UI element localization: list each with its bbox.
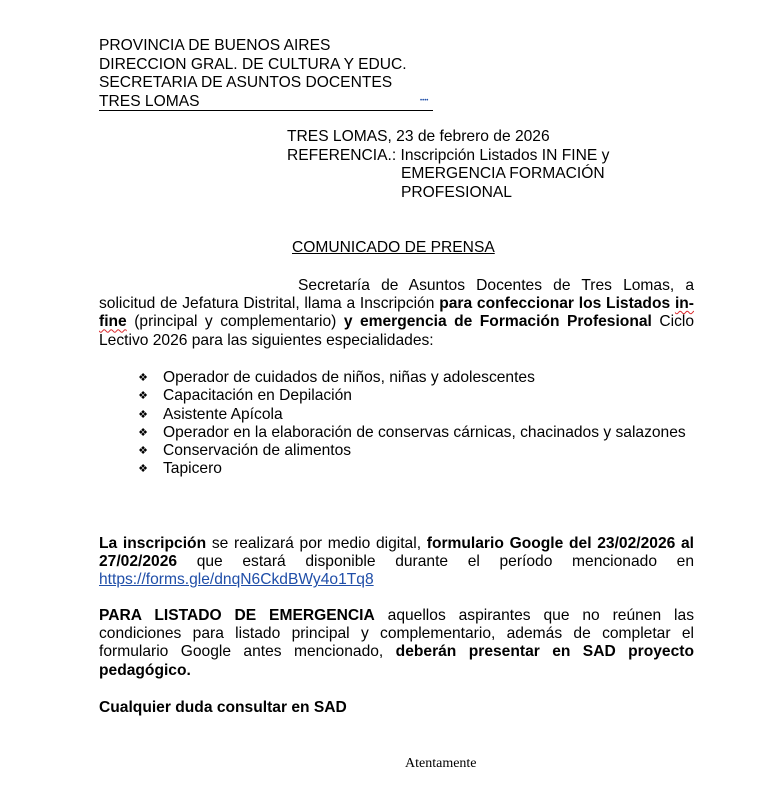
diamond-bullet-icon: ❖ xyxy=(138,372,148,384)
google-form-link[interactable]: https://forms.gle/dnqN6CkdBWy4o1Tq8 xyxy=(99,571,374,589)
registration-paragraph xyxy=(99,535,694,590)
contact-line xyxy=(99,699,347,717)
registration-text-1: se realizará por medio digital, xyxy=(206,535,427,552)
list-item xyxy=(136,442,696,460)
reference-line-1: REFERENCIA.: Inscripción Listados IN FINE y xyxy=(287,146,610,164)
date-line: TRES LOMAS, 23 de febrero de 2026 xyxy=(287,128,550,145)
intro-bold-in-fine: in-fine xyxy=(99,295,694,331)
specialty-text: Operador en la elaboración de conservas cárnicas, chacinados y salazones xyxy=(163,423,686,441)
date-reference-block xyxy=(287,128,609,202)
emergency-paragraph xyxy=(99,607,694,680)
intro-text-2: (principal y complementario) xyxy=(126,313,344,331)
header-line-secretariat: SECRETARIA DE ASUNTOS DOCENTES xyxy=(99,74,393,91)
diamond-bullet-icon: ❖ xyxy=(138,390,148,403)
emergency-bold-2: deberán presentar en SAD proyecto pedagógico. xyxy=(99,643,694,679)
specialty-text: Conservación de alimentos xyxy=(163,442,352,460)
intro-bold-1: para confeccionar los Listados xyxy=(439,295,675,313)
diamond-bullet-icon: ❖ xyxy=(138,408,148,421)
list-item xyxy=(136,424,696,442)
specialty-text: Tapicero xyxy=(163,460,222,478)
diamond-bullet-icon: ❖ xyxy=(138,426,148,439)
registration-bold-2: formulario Google del 23/02/2026 al 27/02/2026 xyxy=(99,535,695,571)
press-release-title: COMUNICADO DE PRENSA xyxy=(292,239,495,256)
specialty-text: Capacitación en Depilación xyxy=(163,387,352,405)
closing-signoff: Atentamente xyxy=(405,756,477,771)
intro-bold-2: y emergencia de Formación Profesional xyxy=(343,313,652,331)
contact-bold: Cualquier duda consultar en SAD xyxy=(99,699,347,716)
emergency-text-1: aquellos aspirantes que no reúnen las condiciones para listado principal y complementario, además de completar el formulario Google antes mencionado, xyxy=(99,607,694,661)
specialties-list xyxy=(136,369,696,479)
header-block xyxy=(99,37,433,111)
diamond-bullet-icon: ❖ xyxy=(138,445,148,458)
specialty-text: Operador de cuidados de niños, niñas y adolescentes xyxy=(163,369,535,386)
specialty-text: Asistente Apícola xyxy=(163,405,283,423)
registration-text-2: que estará disponible durante el período mencionado en xyxy=(177,553,694,571)
header-line-direction: DIRECCION GRAL. DE CULTURA Y EDUC. xyxy=(99,55,407,73)
tiny-mark: •••• xyxy=(420,98,429,104)
header-line-tres-lomas: TRES LOMAS xyxy=(99,94,433,111)
header-line-province: PROVINCIA DE BUENOS AIRES xyxy=(99,37,331,54)
list-item xyxy=(136,369,696,387)
diamond-bullet-icon: ❖ xyxy=(138,463,148,476)
registration-bold-1: La inscripción xyxy=(99,535,207,552)
intro-text-3: Ciclo Lectivo 2026 para las siguientes especialidades: xyxy=(99,313,695,349)
list-item xyxy=(136,406,696,424)
list-item xyxy=(136,460,696,478)
intro-text-1: Secretaría de Asuntos Docentes de Tres Lomas, a solicitud de Jefatura Distrital, llama a Inscripción xyxy=(99,277,694,313)
reference-line-2: EMERGENCIA FORMACIÓN xyxy=(401,165,605,182)
emergency-bold-1: PARA LISTADO DE EMERGENCIA xyxy=(99,607,375,624)
list-item xyxy=(136,387,696,405)
reference-line-3: PROFESIONAL xyxy=(401,183,512,201)
intro-paragraph xyxy=(99,277,694,350)
